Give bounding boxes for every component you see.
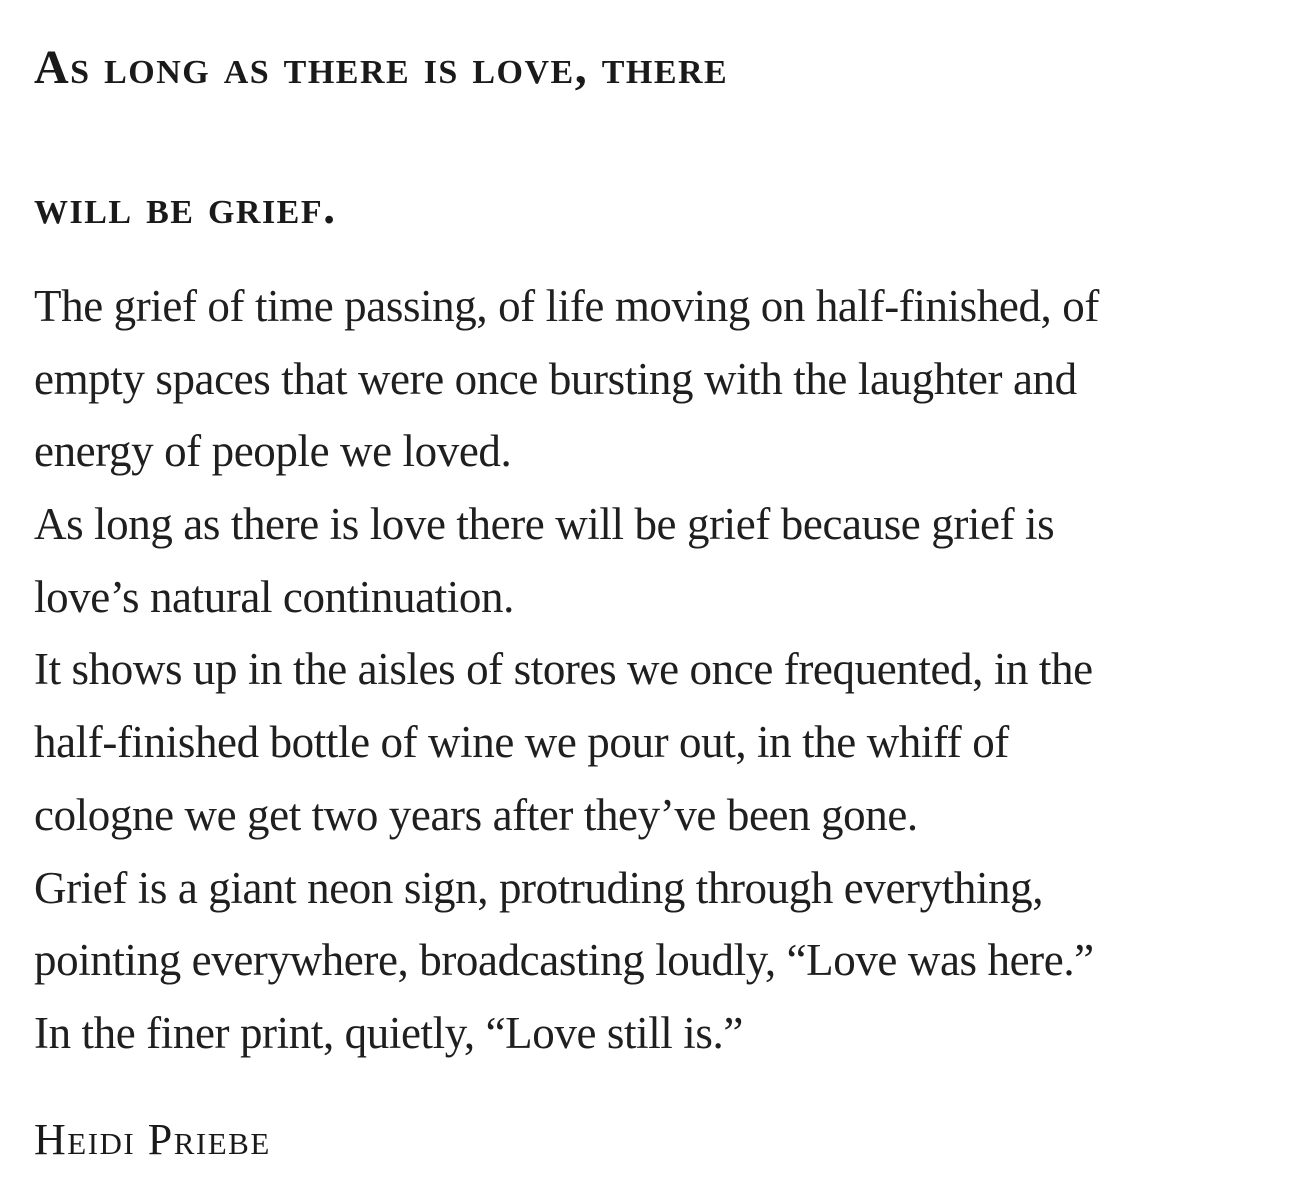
quote-body-line: pointing everywhere, broadcasting loudly, “Love was here.” bbox=[34, 935, 1094, 986]
quote-body-line: It shows up in the aisles of stores we once frequented, in the bbox=[34, 644, 1093, 695]
quote-title-line: will be grief. bbox=[34, 181, 337, 234]
quote-body bbox=[34, 270, 1284, 1070]
quote-body-line: energy of people we loved. bbox=[34, 426, 512, 477]
quote-body-line: In the finer print, quietly, “Love still is.” bbox=[34, 1007, 743, 1058]
quote-body-line: cologne we get two years after they’ve been gone. bbox=[34, 789, 918, 840]
quote-body-line: The grief of time passing, of life moving on half-finished, of bbox=[34, 281, 1099, 331]
quote-body-line: Grief is a giant neon sign, protruding through everything, bbox=[34, 862, 1044, 913]
quote-body-line: empty spaces that were once bursting with the laughter and bbox=[34, 353, 1077, 404]
quote-body-line: As long as there is love there will be grief because grief is bbox=[34, 499, 1055, 550]
quote-body-line: half-finished bottle of wine we pour out, in the whiff of bbox=[34, 717, 1009, 768]
quote-title bbox=[34, 18, 1274, 298]
quote-author: Heidi Priebe bbox=[34, 1115, 271, 1164]
quote-title-line: As long as there is love, there bbox=[34, 41, 729, 94]
quote-body-line: love’s natural continuation. bbox=[34, 571, 514, 622]
